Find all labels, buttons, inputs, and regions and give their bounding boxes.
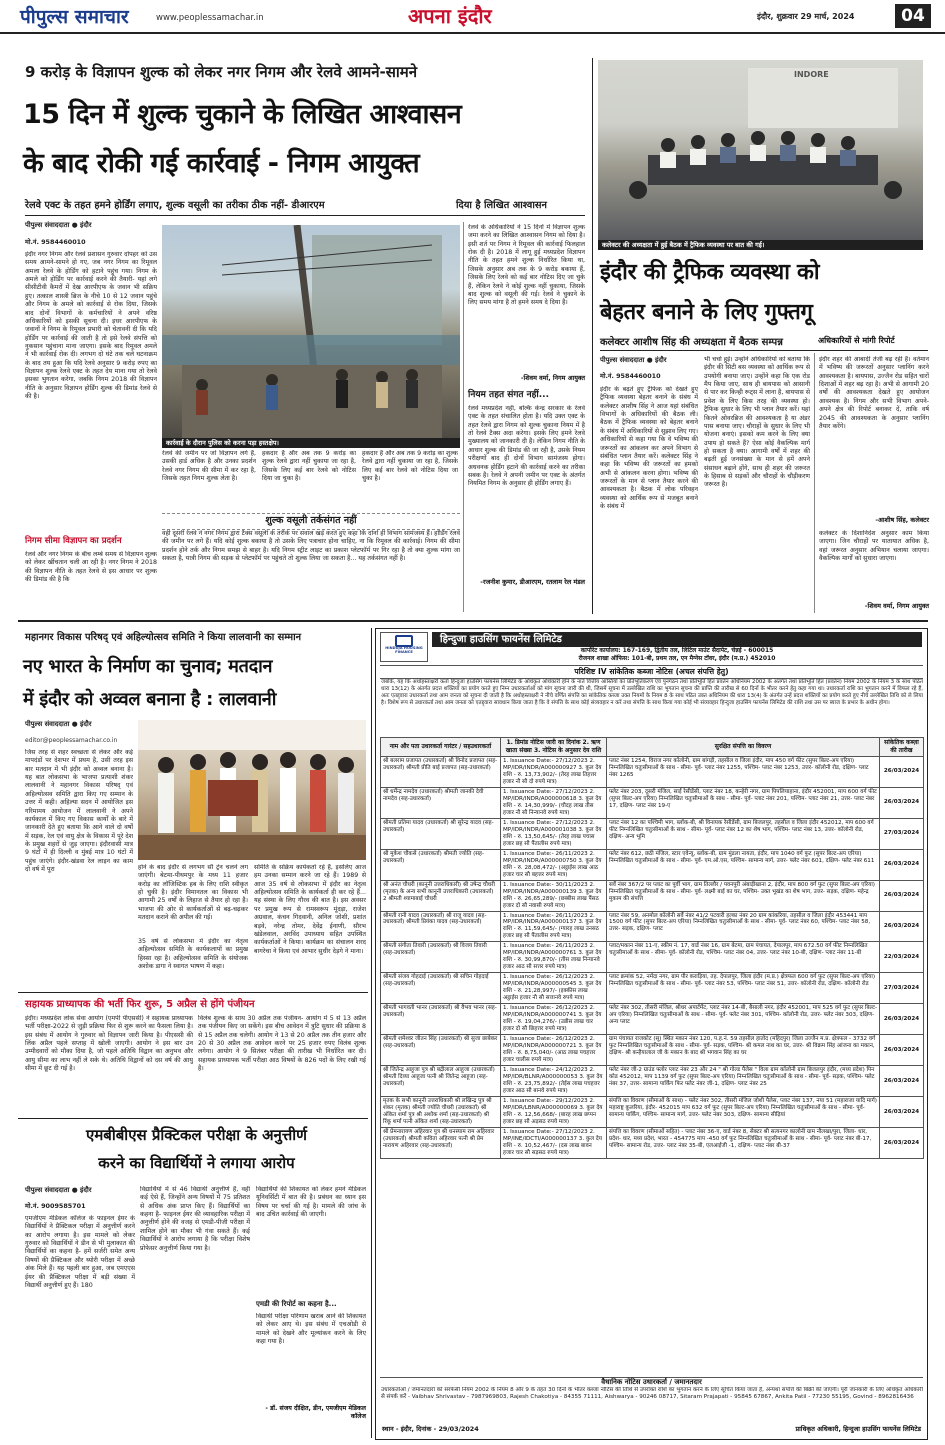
lead-col3-text: हकदार है और अब तक 9 करोड़ का शुल्क रेलवे द्वारा नहीं चुकाया जा रहा है, जिसके लिए कई बार रेलवे को नोटिस दिया जा चुका है।: [362, 450, 458, 483]
lead-right-subhead: नियम तहत संगत नहीं...: [468, 390, 550, 400]
mbbs-col3-subhead: एमडी की रिपोर्ट का कहना है...: [256, 1300, 337, 1308]
notice-company-name: हिन्दुजा हाउसिंग फायनेंस लिमिटेड: [432, 632, 922, 647]
lead-right-quote1: रेलवे के अधिकारियों ने 15 दिनों में विज्ञापन शुल्क जमा करने का लिखित आश्वासन निगम को दिया है। इसी शर्त पर निगम ने रिमूवल की कार्रवाई फिलहाल रोक दी है। 2018 में लागू हुई मध्यप्रदेश विज्ञापन नीति के तहत हमने शुल्क निर्धारित किया था, जिसके अनुसार अब तक के 9 करोड़ बकाया हैं, जिसके लिए रेलवे को कई बार नोटिस दिए जा चुके हैं, लेकिन रेलवे ने कोई शुल्क नहीं चुकाया, जिसके बाद शुल्क को वसूली की गई। रेलवे ने चुकाने के लिए समय मांगा है तो हमने समय दे दिया है।: [468, 224, 585, 307]
notice-row: [381, 1097, 924, 1128]
professor-col2-text: विलंब शुल्क के साथ 30 अप्रैल तक पंजीयन- आयोग में 5 से 13 अप्रैल तक पंजीयन किए जा सकेंगे। इस बीच आवेदन में त्रुटि सुधार की प्रक्रिया 8 से 15 अप्रैल तक चलेगी। आयोग ने 13 से 20 अप्रैल तक तीन हजार और 20 से 30 अप्रैल तक आवेदन करने पर 25 हजार रुपए विलंब शुल्क लगेगा। आयोग ने 9 सितंबर परीक्षा की तारीख भी निर्धारित कर दी। सहायक प्राध्यापक भर्ती परीक्षा आठ विषयों के 826 पदों के लिए रखी गई है।: [198, 1015, 366, 1073]
mayor-felicitation-photo: [138, 720, 366, 860]
section-title: अपना इंदौर: [408, 4, 492, 28]
lead-headline-line2: के बाद रोकी गई कार्रवाई - निगम आयुक्त: [23, 148, 420, 179]
mbbs-col3b-text: विद्यार्थी परीक्षा परिणाम खराब आने की शिकायत को लेकर आए थे। इस संबंध में एचओडी से मामले को देखने और मूल्यांकन करने के लिए कहा गया है।: [256, 1313, 366, 1346]
traffic-meeting-photo: [598, 60, 923, 240]
felicitation-scene-graphic: [138, 720, 366, 860]
mayor-byline: पीपुल्स संवाददाता ● इंदौर: [25, 720, 92, 728]
page-number: 04: [895, 4, 931, 28]
mbbs-byline: पीपुल्स संवाददाता ● इंदौर: [25, 1186, 92, 1194]
lead-bottom-subhead: शुल्क वसूली तर्कसंगत नहीं: [162, 513, 460, 530]
traffic-headline-line2: बेहतर बनाने के लिए गुफ्तगू: [600, 300, 813, 325]
lead-deck-underline: [25, 215, 585, 216]
borrower-cell: श्री बलराम प्रजापत (उधारकर्ता) श्री विनोद प्रजापत (सह-उधारकर्ता) श्रीमती प्रीति बाई प्रजापत (सह-उधारकर्ता): [381, 756, 501, 787]
mbbs-mobile: मो.नं. 9009585701: [25, 1202, 86, 1210]
notice-intro: जबकि, यह कि अधोहस्ताक्षरी कर्ता हिन्दुजा हाउसिंग फायनेंस लिमिटेड के अधिकृत अधिकारी होने के नाते वित्तीय आस्तियों का प्रतिभूतिकरण एवं पुनर्गठन तथा प्रतिभूति हित प्रवर्तन अधिनियम 2002 के अंतर्गत तथा प्रतिभूति हित (प्रवर्तन) नियम 2002 के नियम 3 के साथ पठित धारा 13(12) के अंतर्गत प्रदत्त शक्तियों का प्रयोग करते हुए निम्न उधारकर्ताओं को मांग सूचना जारी की थी, जिसमें सूचना में उल्लेखित राशि का भुगतान सूचना की प्राप्ति की तारीख से 60 दिनों के भीतर करने हेतु कहा गया था। उधारकर्ता राशि का भुगतान करने में विफल रहे हैं, अतः एतद्द्वारा उधारकर्ता तथा आम जनता को सूचना दी जाती है कि अधोहस्ताक्षरी ने नीचे वर्णित संपत्ति का सांकेतिक कब्जा उक्त नियमों के नियम 8 के साथ पठित उक्त अधिनियम की धारा 13(4) के अंतर्गत उन्हें प्रदत्त शक्तियों का प्रयोग करते हुए नीचे उल्लेखित तिथि को ले लिया है। विशेष रूप से उधारकर्ता तथा आम जनता को एतद्द्वारा सावधान किया जाता है कि वे संपत्ति के साथ कोई संव्यवहार न करें तथा संपत्ति के साथ किया गया कोई भी संव्यवहार हिन्दुजा हाउसिंग फायनेंस लिमिटेड की राशि तथा उस पर ब्याज के प्रभार के अधीन होगा।: [381, 679, 923, 707]
demand-cell: 1. Issuance Date:- 26/12/2023 2. MP/IDR/INDR/A000000545 3. कुल देय राशि - रु. 21,28,997/- (इक्कीस लाख अट्ठाईस हजार नौ सौ सत्तानवे रुपये मात्र): [501, 973, 607, 1004]
mbbs-headline-line1: एमबीबीएस प्रैक्टिकल परीक्षा के अनुत्तीर्ण: [86, 1126, 307, 1144]
notice-table-body: [381, 756, 924, 1158]
lead-col1-subhead: निगम सीमा विज्ञापन का प्रदर्शन: [25, 536, 122, 546]
demand-cell: 1. Issuance Date:- 24/12/2023 2. MP/IDR/BLNR/A000000053 3. कुल देय राशि - रु. 23,75,892/- (तेईस लाख पचहत्तर हजार आठ सौ बानवे रुपये मात्र): [501, 1066, 607, 1097]
lead-mobile: मो.नं. 9584460010: [25, 238, 86, 246]
notice-logo-box: [380, 632, 428, 662]
borrower-cell: श्री जितेन्द्र आहूजा पुत्र श्री बद्रीलाल आहूजा (उधारकर्ता) श्रीमती दिव्या आहूजा पत्नी श्री जितेन्द्र आहूजा (सह-उधारकर्ता): [381, 1066, 501, 1097]
notice-row: [381, 880, 924, 911]
property-cell: फ्लेट नंबर 612, छठी मंजिल, स्टार एवेन्यू, ब्लॉक-बी, ग्राम मुंडला नायता, इंदौर, माप 1040 वर्ग फुट (सुपर बिल्ट-अप एरिया) निम्नलिखित चतुःसीमाओं के साथ - सीमा- पूर्व- एम.ओ.एस, पश्चिम- सामान्य मार्ग, उत्तर- फ्लेट नंबर 601, दक्षिण- फ्लेट नंबर 611: [607, 849, 880, 880]
demand-cell: 1. Issuance Date:- 26/11/2023 2. MP/IDR/INDR/A000000137 3. कुल देय राशि - रु. 11,59,645/- (ग्यारह लाख उनसठ हजार छह सौ पैंतालीस रुपये मात्र): [501, 911, 607, 942]
lead-kicker: 9 करोड़ के विज्ञापन शुल्क को लेकर नगर निगम और रेलवे आमने-सामने: [25, 63, 418, 81]
demand-cell: 1. Issuance Date:- 29/12/2023 2. MP/IDR/LBNR/A000000069 3. कुल देय राशि - रु. 12,56,668/- (बारह लाख छप्पन हजार छह सौ अड़सठ रुपये मात्र): [501, 1097, 607, 1128]
lead-headline-line1: 15 दिन में शुल्क चुकाने के लिखित आश्वासन: [23, 99, 462, 130]
possession-date-cell: 26/03/2024: [880, 1097, 924, 1128]
demand-cell: 1. Issuance Date:- 26/11/2023 2. MP/IDR/INDR/A000000761 3. कुल देय राशि - रु. 30,99,870/- (तीस लाख निन्यानवे हजार आठ सौ सत्तर रुपये मात्र): [501, 942, 607, 973]
borrower-cell: श्रीमती संगीता तिवारी (उधारकर्ता) श्री विजय तिवारी (सह-उधारकर्ता): [381, 942, 501, 973]
borrower-cell: श्री मुकेश चौकसे (उधारकर्ता) श्रीमती ज्योति (सह-उधारकर्ता): [381, 849, 501, 880]
traffic-side-sign1: -आशीष सिंह, कलेक्टर: [875, 516, 929, 524]
professor-headline: सहायक प्राध्यापक की भर्ती फिर शुरू, 5 अप्रैल से होंगे पंजीयन: [25, 999, 255, 1010]
borrower-cell: श्रीमती शमेश्वर जीतन सिंह (उधारकर्ता) श्री सुजा छाबेकर (सह-उधारकर्ता): [381, 1035, 501, 1066]
traffic-mobile: मो.नं. 9584460010: [600, 372, 661, 380]
possession-date-cell: 26/03/2024: [880, 756, 924, 787]
col-header-demand: 1. डिमांड नोटिस जारी का दिनांक 2. ऋण खाता संख्या 3. नोटिस के अनुसार देय राशि: [501, 738, 607, 757]
property-cell: सर्वे नंबर 367/2 पर प्लाट का पूर्वी भाग, ग्राम तिल्लौर / पवनपुरी अंबाड़ीखाना 2, इंदौर, माप 800 वर्ग फुट (सुपर बिल्ट-अप एरिया) निम्नलिखित चतुःसीमाओं के साथ - सीमा- पूर्व- लक्ष्मी बाई का घर, पश्चिम- उक्त भूखंड का शेष भाग, उत्तर- सड़क, दक्षिण- महेन्द्र मुकाम की संपत्ति: [607, 880, 880, 911]
demand-cell: 1. Issuance Date:- 26/12/2023 2. MP/IDR/INDR/A000000721 3. कुल देय राशि - रु. 8,75,040/- (आठ लाख पचहत्तर हजार चालीस रुपये मात्र): [501, 1035, 607, 1066]
lead-col2-text: रेलवे की जमीन पर जो विज्ञापन लगे हैं, उसकी हार्ड अधिक है और उनका प्रदर्शन रेलवे नगर निगम की सीमा में कर रहा है, जिसके तहत निगम शुल्क लेता है।: [162, 450, 256, 483]
borrower-cell: मृतक के सभी कानूनी उत्तराधिकारी श्री लखिन्द्र पुत्र श्री शंकर (मृतक) श्रीमती ज्योति चौधरी (उधारकर्ता) श्री अंकित शर्मा पुत्र श्री अशोक शर्मा (सह-उधारकर्ता) श्री रिंकू शर्मा पत्नी अंकित शर्मा (सह-उधारकर्ता): [381, 1097, 501, 1128]
property-cell: फ्लेट नंबर 203, दूसरी मंजिल, साईं रेसीडेंसी, प्लाट नंबर 18, कन्हेरी नगर, ग्राम पिपलियाहाना, इंदौर 452001, माप 600 वर्ग फीट (सुपर बिल्ट-अप एरिया) निम्नलिखित चतुःसीमाओं के साथ - सीमा- पूर्व- प्लाट नंबर 201, पश्चिम- प्लाट नंबर 21, उत्तर- प्लाट नंबर 17, दक्षिण- प्लाट नंबर 19-ए: [607, 787, 880, 818]
mayor-email[interactable]: editor@peoplessamachar.co.in: [25, 737, 118, 744]
notice-row: [381, 1004, 924, 1035]
hinduja-notice: [375, 628, 928, 1440]
mayor-headline-line1: नए भारत के निर्माण का चुनाव; मतदान: [23, 656, 273, 677]
notice-row: [381, 911, 924, 942]
lead-right-quote2: रेलवे मध्यप्रदेश नहीं, बल्कि केन्द्र सरकार के रेलवे एक्ट के तहत संचालित होता है। यदि उक्त एक्ट के तहत रेलवे द्वारा निगम को शुल्क चुकाना नियम में है तो रेलवे टैक्स अदा करेगा। इसके लिए हमने रेलवे मुख्यालय को जानकारी दी है। लेकिन निगम नीति के आधार शुल्क की डिमांड की जा रही है, उसके नियम परीक्षणों बाद ही दोनों विभाग सामंजस्य होगा। अधवनक होर्डिंग हटाने की कार्रवाई करने का तरीका सबक है। रेलवे ने अपनी जमीन पर एक्ट के अंतर्गत नियमित निगम के अनुसार ही होर्डिंग लगाए हैं।: [468, 405, 585, 488]
col-header-borrower: नाम और पता उधारकर्ता गारंटर / सहउधारकर्ता: [381, 738, 501, 757]
traffic-side-quote1: इंदौर शहर की आबादी तेजी बढ़ रही है। वर्तमान में भविष्य की जरूरतों अनुसार प्लानिंग करने आवश्यकता है। बायपास, उज्जैन रोड सहित चारों दिशाओं में शहर बढ़ रहा है। अभी से आगामी 20 वर्षों की आवश्यकता देखते हुए आयोजन आवश्यक है। निगम और सभी विभाग अपने-अपने क्षेत्र की रिपोर्ट बनाकर दें, ताकि वर्ष 2045 की आवश्यकता के अनुसार प्लानिंग तैयार करेंगे।: [819, 356, 929, 430]
borrower-cell: श्री प्रेमनारायण अहिरवार पुत्र श्री धनस्याम राम अहिरवार (उधारकर्ता) श्रीमती कविता अहिरवार पत्नी श्री प्रेम नारायण अहिरवार (सह-उधारकर्ता): [381, 1128, 501, 1159]
mbbs-col2-text: विद्यार्थियों में से 46 विद्यार्थी अनुत्तीर्ण हैं, वहीं कई ऐसे हैं, जिन्होंने अन्य विषयों में 75 प्रतिशत से अधिक अंक प्राप्त किए हैं। विद्यार्थियों का कहना है- फाइनल ईयर की व्यावहारिक परीक्षा में अनुत्तीर्ण होने की वजह से एमडी-पीजी परीक्षा में शामिल होने का मौका भी गंवा सकते हैं। कई विद्यार्थियों ने आरोप लगाया है कि परीक्षा विशेष प्रोफेसर अनुत्तीर्ण किया गया है।: [140, 1186, 250, 1252]
property-cell: फ्लेट नंबर जी-2 ग्राउंड फ्लोर प्लाट नंबर 23 और 24 " श्री गोल्ड पैलेस " विला ग्राम कॉलोनी ग्राम बिजलपुर इंदौर, (मध्य प्रदेश) पिन कोड 452012, माप 1139 वर्ग फुट (सुपर बिल्ट-अप एरिया) निम्नलिखित चतुःसीमाओं के साथ - सीमा- पूर्व- सड़क, पश्चिम- फ्लेट नंबर 37, उत्तर- सामान्य पार्किंग फिर फ्लेट नंबर जी-1, दक्षिण- प्लाट नंबर 25: [607, 1066, 880, 1097]
lead-col2b-text: हकदार है और अब तक 9 करोड़ का शुल्क रेलवे द्वारा नहीं चुकाया जा रहा है, जिसके लिए कई बार रेलवे को नोटिस दिया जा चुका है।: [262, 450, 356, 483]
notice-table: [380, 737, 924, 1159]
upper-lower-divider: [18, 620, 928, 622]
left-notice-divider: [371, 628, 372, 1438]
notice-row: [381, 1128, 924, 1159]
demand-cell: 1. Issuance Date:- 27/12/2023 2. MP/INE/IDCTI/A000000137 3. कुल देय राशि - रु. 10,52,467/- (दस लाख बावन हजार चार सौ सड़सठ रुपये मात्र): [501, 1128, 607, 1159]
demand-cell: 1. Issuance Date:- 27/12/2023 2. MP/IDR/INDR/A000000927 3. कुल देय राशि - रु. 13,73,902/- (तेरह लाख तिहत्तर हजार नौ सौ दो रुपये मात्र): [501, 756, 607, 787]
website-link[interactable]: www.peoplessamachar.in: [156, 13, 264, 23]
borrower-cell: श्रीमती रानी यादव (उधारकर्ता) श्री राजू यादव (सह-उधारकर्ता) श्रीमती प्रियंका यादव (सह-उधारकर्ता): [381, 911, 501, 942]
traffic-photo-caption: कलेक्टर की अध्यक्षता में हुई बैठक में ट्रैफिक व्यवस्था पर बात की गई।: [598, 240, 923, 250]
notice-title: परिशिष्ट IV सांकेतिक कब्जा नोटिस (अचल संपत्ति हेतु): [380, 665, 923, 679]
possession-date-cell: 26/03/2024: [880, 1035, 924, 1066]
possession-date-cell: 27/03/2024: [880, 973, 924, 1004]
borrower-cell: श्रीमती प्रतिमा यादव (उधारकर्ता) श्री सुरेन्द्र यादव (सह-उधारकर्ता): [381, 818, 501, 849]
mayor-headline-line2: में इंदौर को अव्वल बनाना है : लालवानी: [23, 689, 277, 710]
professor-col1-text: इंदौर। मध्यप्रदेश लोक सेवा आयोग (एमपी पीएससी) ने सहायक प्राध्यापक भर्ती परीक्षा-2022 से जुड़ी प्रक्रिया फिर से शुरू करने का फैसला लिया है। इस संबंध में आयोग ने गुरुवार को विज्ञापन जारी किया है। पीएससी की लिंक अप्रैल पहले सप्ताह में खोली जाएगी। आयोग ने इस बार उन उम्मीदवारों को मौका दिया है, जो पहले अतिथि विद्वान का अनुभव और आयु सीमा का लाभ नहीं ले सके थे। अतिथि विद्वानों को दस वर्ष की आयु सीमा में छूट दी गई है।: [25, 1015, 193, 1073]
demand-cell: 1. Issuance Date:- 27/12/2023 2. MP/IDR/INDR/A000001038 3. कुल देय राशि - रु. 13,50,645/- (तेरह लाख पचास हजार छह सौ पैंतालीस रुपये मात्र): [501, 818, 607, 849]
mayor-col2-text: होने के बाद इंदौर से लगभग सौ ट्रेन चलने लग जाएंगी। बेटमा-पीथमपुर के मध्य 11 हजार करोड़ का लॉजिस्टिक हब के लिए राशि स्वीकृत हो चुकी है। इंदौर विमानतल का विकास भी आगामी 25 वर्षों के लिहाज से तैयार हो रहा है। भाजपा की ओर से कार्यकर्ताओं से बढ़-चढ़कर मतदान कराने की अपील की गई।: [138, 864, 248, 922]
railway-hoarding-photo: [162, 225, 460, 438]
photo-location-label: INDORE: [794, 70, 829, 79]
property-cell: प्लाट नंबर 59, अनमोल कॉलोनी सर्वे नंबर 41/2 पटवारी हल्का नंबर 20 ग्राम कांकरिया, तहसील व जिला इंदौर 453441 माप 1500 वर्ग फीट (सुपर बिल्ट-अप एरिया) निम्नलिखित चतुःसीमाओं के साथ - सीमा- पूर्व- प्लाट नंबर 60, पश्चिम- प्लाट नंबर 58, उत्तर- सड़क, दक्षिण- प्लाट: [607, 911, 880, 942]
property-cell: फ्लेट नंबर 302, तीसरी मंजिल, श्रीधर अपार्टमेंट, प्लाट नंबर 14-बी, बैसाली नगर, इंदौर 452001, माप 525 वर्ग फुट (सुपर बिल्ट-अप एरिया) निम्नलिखित चतुःसीमाओं के साथ - सीमा- पूर्व- फ्लेट नंबर 301, पश्चिम- कॉलोनी रोड, उत्तर- फ्लेट नंबर 303, दक्षिण- अन्य प्लाट: [607, 1004, 880, 1035]
lead-col1b-text: रेलवे और नगर निगम के बीच लम्बे समय से विज्ञापन शुल्क को लेकर खींचतान चली आ रही है। नगर निगम ने 2018 की विज्ञापन नीति के तहत रेलवे से इस आधार पर शुल्क की डिमांड की है कि: [25, 551, 157, 584]
property-cell: प्लाट क्रमांक 52, नर्मदा नगर, ग्राम पीर कराड़िया, तह. देपालपुर, जिला इंदौर (म.प्र.) क्षेत्रफल 600 वर्ग फुट (सुपर बिल्ट-अप एरिया) निम्नलिखित चतुःसीमाओं के साथ - सीमा- पूर्व- प्लाट नंबर 53, पश्चिम- प्लाट नंबर 51, उत्तर- कॉलोनी रोड, दक्षिण- कॉलोनी रोड: [607, 973, 880, 1004]
traffic-byline: पीपुल्स संवाददाता ● इंदौर: [600, 356, 667, 364]
masthead-logo: पीपुल्स समाचार: [20, 6, 129, 28]
demand-cell: 1. Issuance Date:- 27/12/2023 2. MP/IDR/INDR/A000000618 3. कुल देय राशि - रु. 14,30,999/- (चौदह लाख तीस हजार नौ सौ निन्यानवे रुपये मात्र): [501, 787, 607, 818]
possession-date-cell: 26/03/2024: [880, 787, 924, 818]
borrower-cell: श्रीमती संजय गोहदाई (उधारकर्ता) श्री सचिन गोहदाई (सह-उधारकर्ता): [381, 973, 501, 1004]
traffic-side-sign2: -शिवम वर्मा, निगम आयुक्त: [864, 602, 929, 610]
notice-signatory: प्राधिकृत अधिकारी, हिन्दुजा हाउसिंग फायनेंस लिमिटेड: [795, 1425, 921, 1433]
possession-date-cell: 26/03/2024: [880, 911, 924, 942]
notice-address-line2: रीजनल शाखा ऑफिस: 101-बी, प्रथम तल, एन मैग्नेस टॉवर, इंदौर (म.प्र.) 452010: [578, 655, 776, 662]
hoarding-scene-graphic: [162, 225, 460, 438]
notice-row: [381, 849, 924, 880]
traffic-headline-line1: इंदौर की ट्रैफिक व्यवस्था को: [600, 260, 820, 285]
property-cell: संपत्ति का विवरण (सीमाओं सहित) - प्लाट नंबर 36-ए, वार्ड नंबर 8, सेक्टर श्री सत्यनगर कालोनी ग्राम नौलखा/पुरा, जिला- धार, प्रदेश- धार, मध्य प्रदेश, भारत - 454775 माप -450 वर्ग फुट निम्नलिखित चतुःसीमाओं के साथ - सीमा- पूर्व- प्लाट नंबर बी-17, पश्चिम- सामान्य रोड, उत्तर- प्लाट नंबर 35-बी, एलआईजी -1, दक्षिण- प्लाट नंबर बी-37: [607, 1128, 880, 1159]
traffic-side-divider: [814, 353, 815, 613]
notice-row: [381, 1066, 924, 1097]
mayor-col1-text: जिस तरह से शहर स्वच्छता से लेकर और कई मापदंडों पर देशभर में प्रथम है, उसी तरह इस बार मतदान में भी इंदौर को अव्वल बनाना है। यह बात लोकसभा के भाजपा प्रत्याशी शंकर लालवानी ने महानगर विकास परिषद् एवं अहिल्योत्सव समिति द्वारा किए गए सम्मान के उत्तर में कही। अहिल्या सदन में आयोजित इस गरिमामय आयोजन में लालवानी ने अपने कार्यकाल में किए गए विकास कार्यों के बारे में जानकारी देते हुए बताया कि आने वाले दो वर्षों में सड़क, रेल एवं वायु क्षेत्र के विकास में पूरे देश के प्रमुख शहरों से जुड़ जाएगा। इंदौरवासी मात्र 9 घंटों में ही दिल्ली व मुंबई मात्र 10 घंटों में पहुंच जाएंगे। इंदौर-खंडवा रेल लाइन का काम दो वर्ष में पूरा: [25, 749, 133, 874]
lead-deck-right: दिया है लिखित आश्वासन: [456, 200, 547, 211]
lead-col1-text: इंदौर नगर निगम और रेलवे प्रशासन गुरुवार दोपहर को उस समय आमने-सामने हो गए, जब नगर निगम का रिमूवल अमला रेलवे के होर्डिंग को हटाने पहुंच गया। निगम के अमले को होर्डिंग पर कार्रवाई करने की तैयारी- यहां लगे सीसीटीवी कैमरों में देख आरपीएफ के जवान भी सक्रिय हुए। तत्काल शास्त्री ब्रिज के नीचे 10 से 12 जवान पहुंचे और निगम के अमले को कार्रवाई से रोक दिया, जिसके बाद दोनों विभागों के कर्मचारियों ने अपने वरिष्ठ अधिकारियों को इसकी सूचना दी। इधर आरपीएफ के जवानों ने निगम के रिमूवल प्रभारी को चेतावनी दी कि यदि होर्डिंग पर कार्रवाई की जाती है तो इसे रेलवे संपत्ति को नुकसान पहुंचाना माना जाएगा। इसके बाद रिमूवल अमले ने भी कार्रवाई रोक दी। लगभग दो घंटे तक चले घटनाक्रम के बाद तय हुआ कि यदि रेलवे अनुसार 9 करोड़ रुपए का विज्ञापन शुल्क रेलवे एक्ट के तहत देय माना गया तो रेलवे इसका भुगतान करेगा, जबकि निगम 2018 की विज्ञापन नीति के अनुसार विज्ञापन होर्डिंग शुल्क की डिमांड रेलवे से की है।: [25, 251, 157, 401]
notice-row: [381, 787, 924, 818]
dateline: इंदौर, शुक्रवार 29 मार्च, 2024: [757, 12, 855, 21]
lead-traffic-divider: [592, 58, 593, 614]
lead-right-sign2: -रजनीश कुमार, डीआरएम, रतलाम रेल मंडल: [480, 578, 585, 586]
mbbs-col3-text: विद्यार्थियों की शिकायत को लेकर हमने मेडिकल यूनिवर्सिटी में बात की है। प्रबंधन का ध्यान इस विषय पर चर्चा की गई है। मामले की जांच के बाद उचित कार्रवाई की जाएगी।: [256, 1186, 366, 1219]
lead-deck-left: रेलवे एक्ट के तहत हमने होर्डिंग लगाए, शुल्क वसूली का तरीका ठीक नहीं- डीआरएम: [25, 200, 325, 211]
demand-cell: 1. Issuance Date:- 30/11/2023 2. MP/IDR/INDR/A000000139 3. कुल देय राशि - रु. 26,65,289/- (छब्बीस लाख पैंसठ हजार दो सौ नवासी रुपये मात्र): [501, 880, 607, 911]
notice-table-wrap: [380, 737, 924, 1373]
mayor-professor-divider: [18, 992, 368, 993]
possession-date-cell: 26/03/2024: [880, 1004, 924, 1035]
lead-byline: पीपुल्स संवाददाता ● इंदौर: [25, 221, 92, 229]
meeting-scene-graphic: [598, 60, 923, 240]
mbbs-col3-sign: - डॉ. संजय दीक्षित, डीन, एमजीएम मेडिकल कॉलेज: [265, 1405, 366, 1421]
possession-date-cell: 26/03/2024: [880, 1128, 924, 1159]
demand-cell: 1. Issuance Date:- 26/11/2023 2. MP/IDR/INDR/A000000750 3. कुल देय राशि - रु. 28,08,472/- (अट्ठाईस लाख आठ हजार चार सौ बहत्तर रुपये मात्र): [501, 849, 607, 880]
mbbs-col1-text: एमजीएम मेडिकल कॉलेज के फाइनल ईयर के विद्यार्थियों ने प्रैक्टिकल परीक्षा में अनुत्तीर्ण करने का आरोप लगाया है। इस मामले को लेकर गुरुवार को विद्यार्थियों ने डीन से भी मुलाकात की विद्यार्थियों का कहना है- हमें सर्जरी समेत अन्य विषयों की प्रैक्टिकल और थ्योरी परीक्षा में अच्छे अंक मिले हैं। यह पहली बार हुआ, जब एमएएस ईयर की प्रैक्टिकल परीक्षा में बड़ी संख्या में विद्यार्थी अनुत्तीर्ण हुए हैं। 180: [25, 1215, 135, 1289]
railway-photo-caption: कार्रवाई के दौरान पुलिस को करना पड़ा हस्तक्षेप।: [162, 438, 460, 448]
demand-cell: 1. Issuance Date:- 26/12/2023 2. MP/IDR/INDR/A000000741 3. कुल देय राशि - रु. 19,04,276/- (उन्नीस लाख चार हजार दो सौ छिहत्तर रुपये मात्र): [501, 1004, 607, 1035]
mayor-col3-text: समिति के सक्रिय कार्यकर्ता रहे हैं, इसलिए आज हम उनका सम्मान करने जा रहे हैं। 1989 से आज 35 वर्ष से लोकसभा में इंदौर का नेतृत्व अहिल्योत्सव समिति के कार्यकर्ता ही कर रहे हैं... यह संस्था के लिए गौरव की बात है। इस अवसर पर प्रमुख रूप से रामस्वरूप मूंदड़ा, राजेश अग्रवाल, कंचन गिदवानी, अनिल जोशी, प्रशांत बड़वे, नरेन्द्र तोमर, देवेंद्र ईनाणी, सौरभ खंडेलवाल, अरविंद उपाध्याय सहित उपस्थित कार्यकर्ताओं ने किया। कार्यक्रम का संचालन शरद बागरेचा ने किया एवं आभार सुधीर देड़गे ने माना।: [254, 864, 366, 955]
notice-table-header-row: [381, 738, 924, 757]
borrower-cell: श्री अनंत चौधरी (कानूनी उत्तराधिकारी) श्री उषेन्द्र चौधरी (मृतक) के अन्य सभी कानूनी उत्तराधिकारी (उधारकर्ता) 2 श्रीमती श्यामाबाई चौधरी: [381, 880, 501, 911]
masthead-bar: [0, 0, 945, 34]
notice-row: [381, 818, 924, 849]
professor-mbbs-divider: [18, 1118, 368, 1119]
lead-bottom-text: वहीं दूसरी रेलवे ने नगर निगम द्वारा टैक्स वसूली के तरीके पर सवाल खड़े करते हुए कहा कि दोनों ही विभाग सामंजस्य हैं। होर्डिंग रेलवे की जमीन पर लगे हैं। यदि कोई शुल्क बकाया है तो उसके लिए पत्राचार होना चाहिए, ना कि रिमूवल की कार्रवाई। निगम की सीमा प्रदर्शन होने तर्क और निगम समझ से बाहर है। यदि निगम स्ट्रीट लाइट का प्रकाश प्लेटफॉर्म पर गिर रहा है तो क्या शुल्क मांगा जा सकता है, यात्री निगम की सड़क से प्लेटफॉर्म पर पहुंचते तो शुल्क लिया जा सकता है... यह तर्कसंगत नहीं है।: [162, 530, 460, 563]
possession-date-cell: 27/03/2024: [880, 818, 924, 849]
property-cell: प्लाट नंबर 1254, विराज नगर कॉलोनी, ग्राम बांगड़ी, तहसील व जिला इंदौर, माप 450 वर्ग फीट (सुपर बिल्ट-अप एरिया) निम्नलिखित चतुःसीमाओं के साथ - सीमा- पूर्व- प्लाट नंबर 1255, पश्चिम- प्लाट नंबर 1253, उत्तर- कॉलोनी रोड, दक्षिण- प्लाट नंबर 1265: [607, 756, 880, 787]
notice-place-date: स्थान - इंदौर, दिनांक - 29/03/2024: [382, 1425, 479, 1433]
traffic-side-title: अधिकारियों से मांगी रिपोर्ट: [818, 336, 895, 345]
notice-row: [381, 973, 924, 1004]
col-header-possession-date: सांकेतिक कब्ज़ा की तारीख: [880, 738, 924, 757]
property-cell: ग्राम पंचायत राजकोट (सू) स्थित मकान नंबर 120, प.ह.नं. 59 तहसील हातोद (महिदपुर) जिला उज्जैन म.प्र. क्षेत्रफल - 3732 वर्ग फुट निम्नलिखित चतुःसीमाओं के साथ - सीमा- पूर्व- सड़क, पश्चिम- श्री कमल नाथ का घर, उत्तर- श्री विक्रम सिंह आंजना का मकान, दक्षिण- श्री कन्हैयालाल जी के मकान के बाद श्री भगवान सिंह का घर: [607, 1035, 880, 1066]
possession-date-cell: 26/03/2024: [880, 880, 924, 911]
notice-footer-title: वैधानिक नोटिस उधारकर्ता / जमानतदार: [380, 1377, 923, 1387]
property-cell: प्लाट नंबर 12 का पश्चिमी भाग, ब्लॉक-बी, श्री विनायक रेसीडेंसी, ग्राम बिजलपुर, तहसील व जिला इंदौर 452012, माप 600 वर्ग फीट निम्नलिखित चतुःसीमाओं के साथ - सीमा- पूर्व- प्लाट नंबर 12 का शेष भाग, पश्चिम- प्लाट नंबर 13, उत्तर- कॉलोनी रोड, दक्षिण- अन्य भूमि: [607, 818, 880, 849]
possession-date-cell: 26/03/2024: [880, 849, 924, 880]
mayor-col2b-text: 35 वर्ष से लोकसभा में इंदौर का नेतृत्व अहिल्योत्सव समिति के कार्यकलापों का प्रमुख हिस्सा रहा है। अहिल्योत्सव समिति के संयोजक अशोक डागा ने स्वागत भाषण में कहा।: [138, 938, 248, 971]
notice-row: [381, 942, 924, 973]
possession-date-cell: 26/03/2024: [880, 1066, 924, 1097]
borrower-cell: श्री धर्मेन्द्र नामदेव (उधारकर्ता) श्रीमती जानकी देवी नामदेव (सह-उधारकर्ता): [381, 787, 501, 818]
borrower-cell: श्रीमती भागवती भानर (उधारकर्ता) श्री वैभव भानर (सह-उधारकर्ता): [381, 1004, 501, 1035]
lead-right-divider: [463, 222, 464, 612]
property-cell: संपत्ति का विवरण (सीमाओं के साथ) - फ्लेट नंबर 302, तीसरी मंजिल जोशी पैलेस, प्लाट नंबर 137, नया 51 (महाराजा यादि मार्ग) महाराष्ट्र कुलरिया, इंदौर- 452015 माप 632 वर्ग फुट (सुपर बिल्ट-अप एरिया) निम्नलिखित चतुःसीमाओं के साथ - सीमा- पूर्व- सामान्य पार्किंग, पश्चिम- सामान्य मार्ग, उत्तर- फ्लेट नंबर 303, दक्षिण- सामान्य सीढ़ियां: [607, 1097, 880, 1128]
notice-address-line1: कार्पोरेट कार्यालय: 167-169, द्वितीय तल, लिटिल माउंट सैदापेट, चेन्नई - 600015: [580, 647, 774, 654]
traffic-side-quote2: कलेक्टर के दिशानिर्देश अनुसार काम किया जाएगा। जिन चौराहों पर यातायात अधिक है, वहां जरूरत अनुसार अभियान चलाया जाएगा। वैकल्पिक मार्गों को सुधारा जाएगा।: [819, 530, 929, 563]
possession-date-cell: 22/03/2024: [880, 942, 924, 973]
traffic-col1-text: इंदौर के बढ़ते हुए ट्रैफिक को देखते हुए ट्रैफिक व्यवस्था बेहतर बनाने के संबंध में कलेक्टर आशीष सिंह ने आज यहां संबंधित विभागों के अधिकारियों की बैठक ली। बैठक में ट्रैफिक व्यवस्था को बेहतर बनाने के संबंध में अधिकारियों से सुझाव लिए गए। अधिकारियों से कहा गया कि वे भविष्य की जरूरतों का आंकलन कर अपने विभाग से संबंधित प्लान तैयार करें। कलेक्टर सिंह ने कहा कि भविष्य की जरूरतों का हमको अभी से आंकलन करना होगा। भविष्य की जरूरतों के मान से प्लान तैयार करने की आवश्यकता है। बैठक में लोक परिवहन व्यवस्था को आर्थिक रूप से मजबूत बनाने के संबंध में: [600, 386, 698, 511]
notice-row: [381, 1035, 924, 1066]
notice-logo-text: HINDUJA HOUSING FINANCE: [385, 646, 423, 654]
lead-right-sign1: -शिवम वर्मा, निगम आयुक्त: [520, 374, 585, 382]
notice-footer-text: उधारकर्ताओं / जमानतदारों को सरफेसी नियम 2002 के नियम 8 और 9 के तहत 30 दिनों के भीतर कब्जा नोटिस की तिथि से उपरोक्त राशि का भुगतान करने के लिए सूचित किया जाता है, अन्यथा संपत्ति की बिक्री की जाएगी। पूरी जानकारी के लिए अधिकृत अधिकारी से संपर्क करें - Vaibhav Shrivastav - 7987969803, Rajesh Chakotiya - 84355 71111, Aishwarya - 90246 08717, Sitaram Prajapati - 95845 67867, Ankita Patil - 77230 55195, Govind - 8962816436: [381, 1387, 923, 1401]
col-header-property: सुरक्षित संपत्ति का विवरण: [607, 738, 880, 757]
traffic-deck: कलेक्टर आशीष सिंह की अध्यक्षता में बैठक सम्पन्न: [600, 337, 783, 348]
property-cell: प्लाट/मकान नंबर 11-ए, स्कीम नं. 17, वार्ड नंबर 16, ग्राम बेटमा, ग्राम पंचायत, देपालपुर, माप 672.50 वर्ग फीट निम्नलिखित चतुःसीमाओं के साथ - सीमा- पूर्व- कॉलोनी रोड, पश्चिम- प्लाट नंबर 04, उत्तर- प्लाट नंबर 10-बी, दक्षिण- प्लाट नंबर 11-बी: [607, 942, 880, 973]
notice-row: [381, 756, 924, 787]
traffic-col2-text: भी चर्चा हुई। उन्होंने अधिकारियों को बताया कि इंदौर की सिटी बस व्यवस्था को आर्थिक रूप से उपयोगी बनाया जाए। उन्होंने कहा कि एक रोड मैप किया जाए, साथ ही बायपास को आसानी से पार कर किन्ही रूट्स में लाना है, बायपास से प्रवेश के लिए किस तरह की व्यवस्था हो। ट्रैफिक सुधार के लिए भी प्लान तैयार करें। यहां कितने ओवरब्रिज की आवश्यकता है या अंडर पास बनाया जाए। चौराहों के सुधार के लिए भी योजना बनाएं। इसको कम करने के लिए क्या उपाय हो सकते हैं? ऐसा कोई वैकल्पिक मार्ग हो सकता है क्या। आगामी वर्षों में शहर की बढ़ती हुई जनसंख्या के मान से हमें अपने संसाधन बढ़ाने होंगे, साथ ही शहर की जरूरत के हिसाब से सड़कों और चौराहों के चौड़ीकरण जरूरत है।: [704, 356, 810, 489]
mayor-kicker: महानगर विकास परिषद् एवं अहिल्योत्सव समिति ने किया लालवानी का सम्मान: [25, 632, 302, 643]
traffic-deck-underline: [600, 350, 928, 351]
mbbs-headline-line2: करने का विद्यार्थियों ने लगाया आरोप: [98, 1154, 295, 1172]
